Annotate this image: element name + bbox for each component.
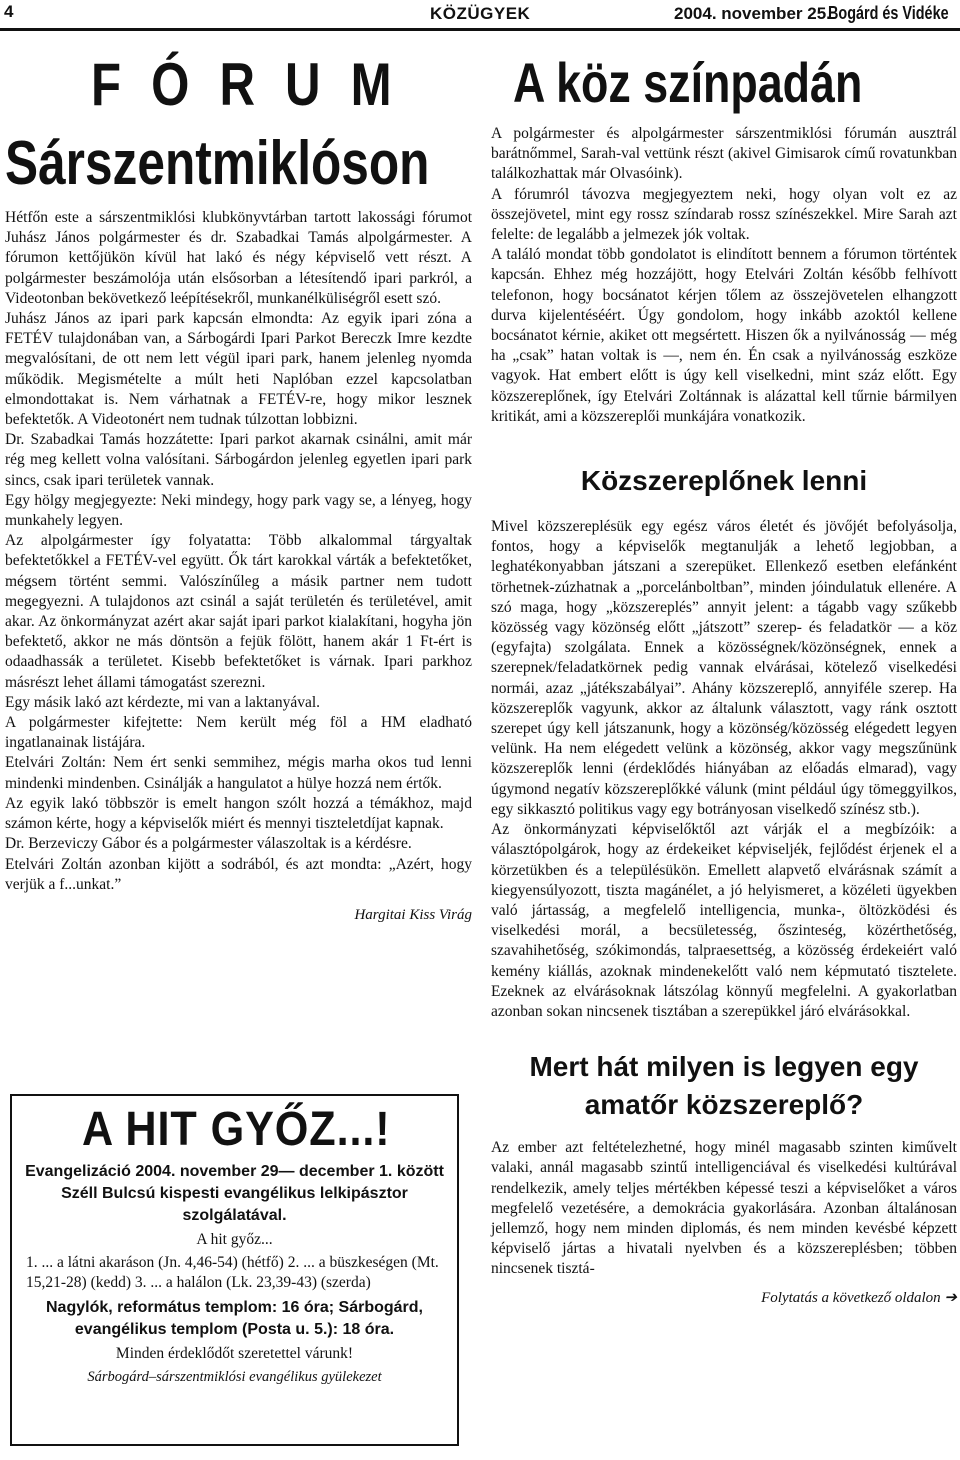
- forum-article: [5, 36, 472, 924]
- issue-date: 2004. november 25.: [674, 4, 831, 23]
- opinion-paragraph: A találó mondat több gondolatot is elindított bennem a fórumon történtek kapcsán. Ehhez még hozzájött, hogy Etelvári Zoltán később felhívott telefonon, hogy bocsánatot kérjen tőlem az összejövetelen elhangzott durva kijelentéséért. Úgy gondolom, hogy inkább azoktól kellene bocsánatot kérnie, akiket ott megsértett. Hiszen ők a nyilvánosság — még ha „csak” hatan voltak is —, nem én. Én csak a nyilvánosság eszköze vagyok. Hat embert előtt is úgy kell viselkedni, mint száz előtt. Egy közszereplőnek, így Etelvári Zoltánnak is alázattal kell tűrnie bármilyen kritikát, ami a közszereplői munkájára vonatkozik.: [491, 246, 957, 425]
- section-name: KÖZÜGYEK: [430, 4, 531, 23]
- advert-details: Evangelizáció 2004. november 29— december 1. között Széll Bulcsú kispesti evangélikus lelkipásztor szolgálatával.: [25, 1163, 444, 1224]
- publication-name: Bogárd és Vidéke: [828, 3, 949, 23]
- author-signature: Hargitai Kiss Virág: [354, 906, 472, 923]
- opinion-paragraph: Az ember azt feltételezhetné, hogy minél magasabb szinten kiművelt valaki, annál magasabb szintű intelligenciával és viselkedési kultúrával rendelkezik, amely teljes mértékben képessé teszi a képviselőket a város megfelelő vezetésére, a demokrácia gyakorlására. Azonban általánosan jellemző, hogy nem minden diplomás, és nem minden kevésbé képzett képviselő jártas a hivatali nyelvben és a közszereplésben; többen nincsenek tisztá-: [491, 1139, 957, 1278]
- advert-subtitle: A hit győz...: [196, 1231, 273, 1248]
- opinion-subtitle-2: Mert hát milyen is legyen egy amatőr közszereplő?: [529, 1051, 919, 1121]
- forum-paragraph: Egy másik lakó azt kérdezte, mi van a laktanyával.: [5, 693, 321, 711]
- forum-paragraph: Az egyik lakó többször is emelt hangon szólt hozzá a témákhoz, majd számon kérte, hogy a képviselők miért és mennyi tiszteletdíjat kapnak.: [5, 794, 472, 833]
- forum-paragraph: Juhász János az ipari park kapcsán elmondta: Az egyik ipari zóna a FETÉV tulajdonában van, a Sárbogárdi Ipari Parkot Bereczk Imre kezdte megvalósítani, de ott nem lett végül ipari park, hanem jelenleg nyomda működik. Megismételte a múlt heti Naplóban ezzel kapcsolatban elmondottakat is. Nem várhatnak a FETÉV-re, hogy mikor lesznek befektetők. A Videotonért nem tudnak túlzottan lobbizni.: [5, 310, 472, 429]
- forum-paragraph: Az alpolgármester így folyatatta: Több alkalommal tárgyaltak befektetőkkel a FETÉV-vel együtt. Ők tárt karokkal várták a befektetőket, mégsem történt semmi. Valószínűleg a másik partner nem tudott megegyezni. A tulajdonos azt csinál a saját területén és területével, amit akar. Az önkormányzat azért akar saját ipari parkot kialakítani, hogyha jön befektető, akkor ne más döntsön a fejük fölött, hanem akár 1 Ft-ért is odaadhassák a területet. Kisebb befektetőket is várnak. Ipari parkhoz másrészt lehet állami támogatást szerezni.: [5, 532, 472, 691]
- advert-venue: Nagylók, református templom: 16 óra; Sárbogárd, evangélikus templom (Posta u. 5.): 18 óra.: [46, 1299, 423, 1338]
- forum-paragraph: Etelvári Zoltán azonban kijött a sodrából, és azt mondta: „Azért, hogy verjük a f...unkat.”: [5, 855, 472, 893]
- forum-paragraph: Etelvári Zoltán: Nem ért senki semmihez, mégis marha okos tud lenni mindenki mindenben. Csinálják a hangulatot a hülye hozzá nem értők.: [5, 754, 472, 792]
- opinion-paragraph: A polgármester és alpolgármester sárszentmiklósi fórumán ausztrál barátnőmmel, Sarah-val vettünk részt (akivel Gimisarok című rovatunkban találkozhattak már Olvasóink).: [491, 125, 957, 183]
- opinion-article: [491, 36, 957, 1307]
- opinion-subtitle-1: Közszereplőnek lenni: [580, 465, 868, 497]
- opinion-title: A köz színpadán: [513, 51, 863, 114]
- event-advert-box: [10, 1094, 459, 1446]
- forum-paragraph: Dr. Szabadkai Tamás hozzátette: Ipari parkot akarnak csinálni, amit már rég meg kellett volna valósítani. Sárbogárdon jelenleg egyetlen ipari park sincs, csak ipari területek vannak.: [5, 431, 472, 489]
- advert-organizer: Sárbogárd–sárszentmiklósi evangélikus gyülekezet: [87, 1369, 382, 1385]
- opinion-paragraph: Mivel közszereplésük egy egész város életét és jövőjét befolyásolja, fontos, hogy a képviselők megtanulják a lehető legjobban, a leghatékonyabban játszani a szerepüket. Ellenkező esetben elefánként törhetnek-zúzhatnak a „porcelánboltban”, minden jóindulatuk ellenére. A szó maga, hogy „közszereplés” annyit jelent: a tágabb vagy szűkebb közösség vagy közönség előtt „játszott” szerep- és feladatkör — a köz (egyfajta) szolgálata. Ennek a közösségnek/közönségnek, ennek a szerepnek/feladatkörnek pedig vannak elvárásai, kötelező viselkedési normái, azaz „játékszabályai”. Ahány közszereplő, annyiféle szerep. Ha közszereplők vagyunk, akkor az általunk választott, vagy ránk osztott szerepet úgy kell játszanunk, hogy a közönség/közösség elégedett legyen velünk. Ha nem elégedett velünk a közönség, akkor vagy megszűnünk közszereplők lenni (érdeklődés hiányában az előadás elmarad), vagy úgymond negatív közszereplőkké válunk (mint például úgy tömeggyilkos, egy sikkasztó politikus vagy egy botrányosan viselkedő színész stb.).: [491, 518, 957, 818]
- forum-paragraph: Egy hölgy megjegyezte: Neki mindegy, hogy park vagy se, a lényeg, hogy munkahely legyen.: [5, 491, 472, 530]
- forum-title-line2: Sárszentmiklóson: [5, 129, 430, 198]
- advert-invite: Minden érdeklődőt szeretettel várunk!: [115, 1345, 354, 1362]
- forum-paragraph: A polgármester kifejtette: Nem került még föl a HM eladható ingatlanainak listájára.: [5, 714, 472, 752]
- continued-link[interactable]: Folytatás a következő oldalon ➔: [761, 1289, 957, 1306]
- opinion-paragraph: Az önkormányzati képviselőktől azt várják el a megbízóik: a választópolgárok, hogy az érdekeiket képviseljék, fejlődést érjenek el a körzetükben és a településükön. Emellett alapvető elvárásnak számít a kiegyensúlyozott, tiszta magánélet, a jó helyismeret, a közéleti ügyekben való jártasság, a megfelelő intelligencia, munka-, öltözködési és viselkedési morál, a becsületesség, őszinteség, közérthetőség, szavahihetőség, szókimondás, talpraesettség, a közösség érdekeiért való kemény kiállás, azoknak mindenekelőtt való nem képmutató tisztelete. Ezeknek az elvárásoknak látszólag könnyű megfelelni. A gyakorlatban azonban sokan nincsenek tisztában a szerepükkel járó elvárásokkal.: [491, 821, 957, 1020]
- opinion-paragraph: A fórumról távozva megjegyeztem neki, hogy olyan volt ez az összejövetel, mint egy rossz színdarab rossz színészekkel. Mire Sarah azt felelte: de legalább a jelmezek jók voltak.: [491, 185, 957, 244]
- forum-paragraph: Dr. Berzeviczy Gábor és a polgármester válaszoltak is a kérdésre.: [5, 835, 412, 853]
- advert-program: 1. ... a látni akaráson (Jn. 4,46-54) (hétfő) 2. ... a büszkeségen (Mt. 15,21-28) (kedd) 3. ... a halálon (Lk. 23,39-43) (szerda): [26, 1254, 439, 1291]
- forum-title-line1: F Ó R U M: [91, 51, 400, 118]
- page-number: 4: [4, 2, 14, 21]
- page-header: [0, 0, 960, 31]
- advert-title: A HIT GYŐZ...!: [82, 1103, 391, 1156]
- forum-paragraph: Hétfőn este a sárszentmiklósi klubkönyvtárban tartott lakossági fórumot Juhász János polgármester és dr. Szabadkai Tamás alpolgármester. A fórumon kettőjükön kívül hat lakó és négy képviselő vett részt. A polgármester beszámolója után elsősorban a létesítendő ipari parkról, a Videotonban bekövetkező leépítésekről, munkanélküliségről esett szó.: [5, 209, 472, 307]
